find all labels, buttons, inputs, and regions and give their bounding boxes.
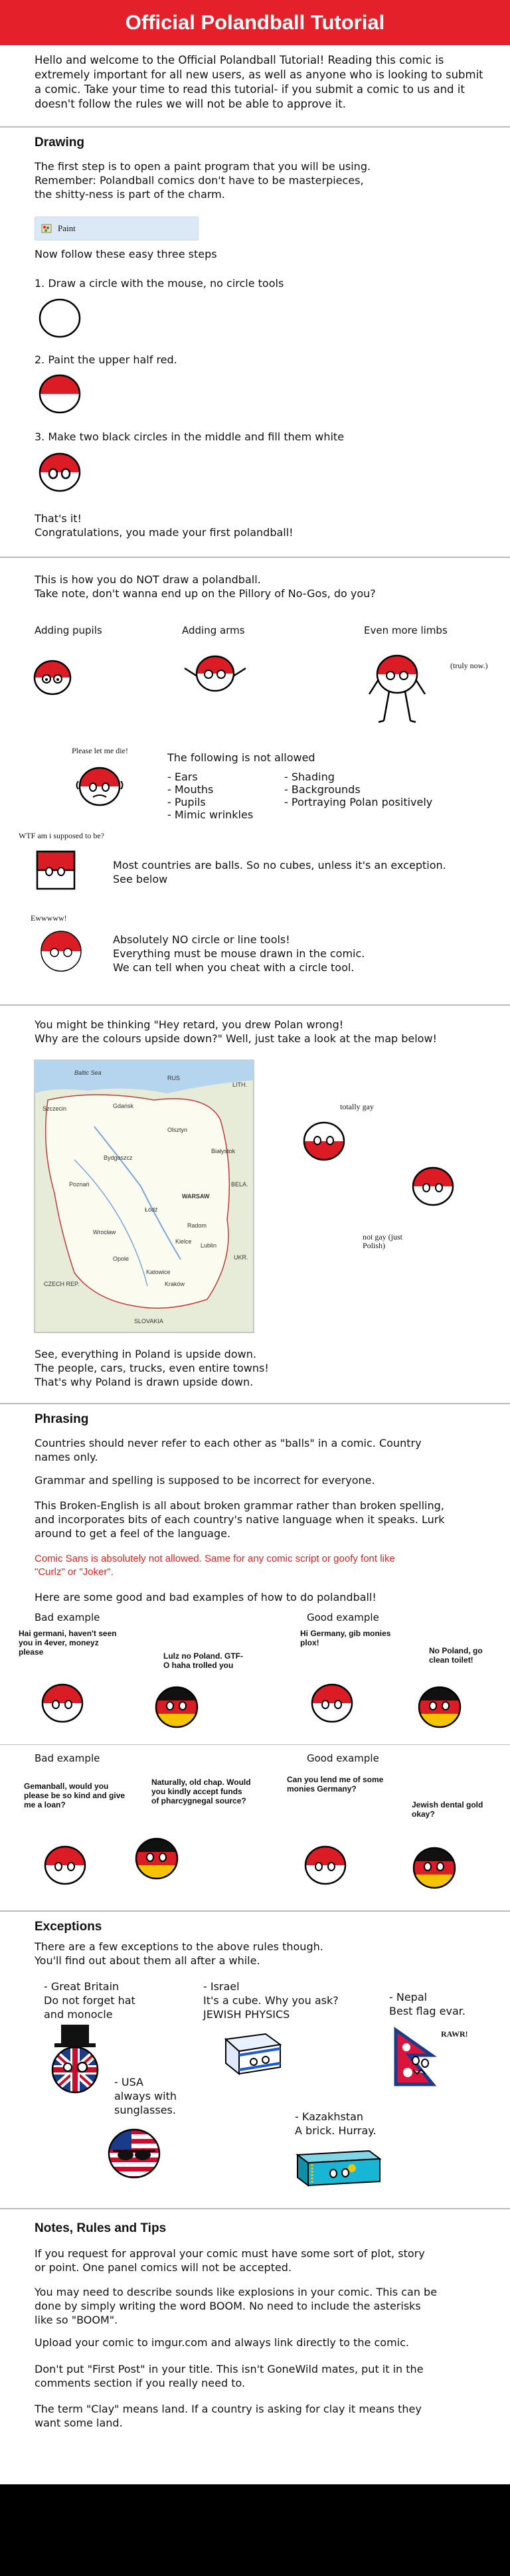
bubble-let-me-die: Please let me die!: [72, 746, 128, 755]
label-limbs: Even more limbs: [364, 624, 448, 636]
page-title: Official Polandball Tutorial: [0, 0, 510, 45]
speech-bubble: Lulz no Poland. GTF-O haha trolled you: [163, 1651, 243, 1670]
usa-text: [114, 2075, 177, 2117]
circle-text: Everything must be mouse drawn in the comic.: [113, 947, 365, 960]
bubble-cube: WTF am i supposed to be?: [19, 831, 104, 840]
drawing-heading: Drawing: [35, 136, 84, 149]
label-arms: Adding arms: [182, 624, 245, 636]
gb-title: - Great Britain: [44, 1980, 120, 1993]
list-item: - Mimic wrinkles: [167, 808, 254, 821]
kaz-text: [295, 2110, 377, 2138]
drawing-text-line: The first step is to open a paint program that you will be using.: [35, 160, 371, 173]
map-label: BELA.: [231, 1181, 248, 1188]
kazakhbrick: [295, 2146, 388, 2192]
kaz-title: - Kazakhstan: [295, 2110, 364, 2123]
speech-bubble: Hai germani, haven't seen you in 4ever, moneyz please: [19, 1629, 117, 1657]
divider: [0, 2208, 510, 2209]
dont-line: This is how you do NOT draw a polandball.: [35, 573, 261, 586]
ball-with-arms: [179, 651, 252, 697]
map-label: Radom: [187, 1222, 207, 1229]
map-label: WARSAW: [182, 1193, 210, 1200]
note-text: Don't put "First Post" in your title. This isn't GoneWild mates, put it in the: [35, 2363, 424, 2375]
speech-bubble: Gemanball, would you please be so kind and give me a loan?: [24, 1782, 126, 1809]
label-pupils: Adding pupils: [35, 624, 102, 636]
bubble-totally-gay: totally gay: [340, 1102, 374, 1111]
map-label: Bydgoszcz: [104, 1154, 133, 1161]
exceptions-heading: Exceptions: [35, 1920, 102, 1934]
note-text: You may need to describe sounds like explosions in your comic. This can be: [35, 2286, 438, 2298]
speech-bubble: Hi Germany, gib monies plox!: [300, 1629, 391, 1647]
map-label: Białystok: [211, 1148, 236, 1154]
bubble-eww: Ewwwww!: [31, 913, 67, 923]
polandball: [299, 1843, 352, 1889]
paint-program-button[interactable]: [35, 217, 199, 240]
nepal-text: [389, 1990, 466, 2018]
map-outro: The people, cars, trucks, even entire towns!: [35, 1362, 269, 1374]
phrasing-text: Grammar and spelling is supposed to be incorrect for everyone.: [35, 1474, 375, 1487]
not-allowed-list-1: [167, 771, 253, 821]
circle-text: Absolutely NO circle or line tools!: [113, 933, 290, 946]
exceptions-text: You'll find out about them all after a while.: [35, 1954, 260, 1967]
polandball: [39, 1843, 92, 1889]
map-label: Łódź: [145, 1206, 158, 1213]
map-label: SLOVAKIA: [134, 1318, 163, 1325]
map-label: LITH.: [232, 1081, 248, 1088]
phrasing-text: around to get a feel of the language.: [35, 1527, 231, 1540]
paint-label: Paint: [58, 223, 76, 233]
step-2: 2. Paint the upper half red.: [35, 353, 177, 366]
not-allowed-list-2: [284, 771, 432, 808]
ball-with-pupils: [29, 659, 76, 699]
note-text: The term "Clay" means land. If a country is asking for clay it means they: [35, 2403, 422, 2415]
note-text: or point. One panel comics will not be accepted.: [35, 2261, 292, 2274]
israel-line: JEWISH PHYSICS: [203, 2008, 290, 2021]
paint-icon: [41, 222, 54, 235]
dont-line: Take note, don't wanna end up on the Pillory of No-Gos, do you?: [35, 587, 376, 600]
list-item: - Pupils: [167, 796, 206, 808]
bubble-not-gay: not gay (just Polish): [363, 1232, 402, 1250]
map-label: Poznań: [69, 1181, 90, 1188]
note-text: want some land.: [35, 2417, 123, 2429]
examples-intro: Here are some good and bad examples of how to do polandball!: [35, 1591, 377, 1604]
map-intro: You might be thinking "Hey retard, you drew Polan wrong!: [35, 1018, 344, 1031]
phrasing-text: Countries should never refer to each other as "balls" in a comic. Country: [35, 1437, 422, 1449]
notes-heading: Notes, Rules and Tips: [35, 2221, 167, 2235]
map-label: Lublin: [201, 1242, 217, 1249]
footer-bar: [0, 2484, 510, 2576]
bubble-truly-now: (truly now.): [450, 661, 488, 670]
divider: [0, 1403, 510, 1404]
divider: [0, 126, 510, 128]
list-item: - Mouths: [167, 783, 214, 796]
phrasing-heading: Phrasing: [35, 1412, 89, 1426]
germanyball: [413, 1683, 466, 1734]
drawing-text-line: Remember: Polandball comics don't have to be masterpieces,: [35, 174, 364, 187]
cube-text: See below: [113, 873, 168, 885]
ball-with-face: [73, 764, 126, 810]
polandcube: [32, 846, 85, 899]
phrasing-text: names only.: [35, 1451, 98, 1463]
cube-text: Most countries are balls. So no cubes, unless it's an exception.: [113, 859, 446, 872]
note-text: like so "BOOM".: [35, 2314, 118, 2326]
finished-polandball: [33, 450, 86, 497]
correct-ball: [406, 1164, 460, 1210]
red-half-circle: [33, 372, 86, 418]
comic-sans-warning: Comic Sans is absolutely not allowed. Same for any comic script or goofy font like: [35, 1553, 395, 1564]
gb-line: and monocle: [44, 2008, 113, 2021]
list-item: - Backgrounds: [284, 783, 361, 796]
done-line: That's it!: [35, 512, 82, 525]
speech-bubble: Can you lend me of some monies Germany?: [287, 1775, 384, 1794]
map-label: CZECH REP.: [44, 1281, 80, 1287]
map-intro: Why are the colours upside down?" Well, just take a look at the map below!: [35, 1032, 437, 1045]
note-text: done by simply writing the word BOOM. No need to include the asterisks: [35, 2300, 421, 2312]
germanyball: [150, 1683, 203, 1734]
list-item: - Ears: [167, 771, 198, 783]
not-allowed-title: The following is not allowed: [167, 751, 315, 764]
phrasing-text: This Broken-English is all about broken grammar rather than broken spelling,: [35, 1499, 444, 1512]
divider: [0, 557, 510, 558]
upside-down-ball: [298, 1119, 351, 1165]
circle-tool-ball: [35, 929, 88, 975]
usa-title: - USA: [114, 2076, 143, 2088]
done-line: Congratulations, you made your first polandball!: [35, 526, 294, 539]
good-example-label: Good example: [307, 1752, 379, 1764]
step-1: 1. Draw a circle with the mouse, no circle tools: [35, 277, 284, 290]
map-outro: See, everything in Poland is upside down.: [35, 1348, 256, 1360]
israel-text: [203, 1979, 339, 2021]
map-label: Wrocław: [93, 1229, 116, 1236]
comic-sans-warning: "Curlz" or "Joker".: [35, 1566, 114, 1578]
divider: [0, 1910, 510, 1912]
note-text: If you request for approval your comic must have some sort of plot, story: [35, 2247, 425, 2260]
divider: [0, 1004, 510, 1006]
bad-example-label: Bad example: [35, 1752, 100, 1764]
ukball-with-tophat: [39, 2025, 112, 2098]
map-label: Kraków: [165, 1281, 185, 1287]
good-example-label: Good example: [307, 1611, 379, 1623]
germanyball: [130, 1835, 183, 1885]
polandball: [305, 1681, 359, 1727]
list-item: - Portraying Polan positively: [284, 796, 433, 808]
nepal-flag-ball: [390, 2027, 444, 2100]
polandball: [36, 1681, 89, 1727]
gb-text: [44, 1979, 135, 2021]
steps-intro: Now follow these easy three steps: [35, 248, 217, 260]
phrasing-text: and incorporates bits of each country's native language when it speaks. Lurk: [35, 1513, 445, 1526]
israel-title: - Israel: [203, 1980, 240, 1993]
step-3: 3. Make two black circles in the middle and fill them white: [35, 430, 345, 443]
speech-bubble: Jewish dental gold okay?: [412, 1800, 483, 1819]
map-label: Katowice: [146, 1269, 171, 1275]
bubble-rawr: RAWR!: [441, 2029, 468, 2039]
map-label: Kielce: [175, 1238, 192, 1245]
nepal-line: Best flag evar.: [389, 2005, 466, 2017]
speech-bubble: No Poland, go clean toilet!: [429, 1646, 483, 1665]
ball-with-limbs: [364, 648, 444, 734]
note-text: comments section if you really need to.: [35, 2377, 246, 2389]
kaz-line: A brick. Hurray.: [295, 2124, 377, 2137]
israelcube: [219, 2026, 286, 2079]
speech-bubble: Naturally, old chap. Would you kindly accept funds of pharcygnegal source?: [151, 1778, 251, 1805]
poland-map: [35, 1060, 254, 1333]
blank-circle: [33, 296, 86, 343]
map-label: Gdańsk: [113, 1103, 134, 1109]
circle-text: We can tell when you cheat with a circle tool.: [113, 961, 355, 974]
map-label: Baltic Sea: [74, 1069, 102, 1076]
map-outro: That's why Poland is drawn upside down.: [35, 1376, 254, 1388]
germanyball: [408, 1844, 461, 1894]
map-label: Olsztyn: [167, 1127, 188, 1133]
usaball-with-sunglasses: [101, 2124, 167, 2184]
drawing-text-line: the shitty-ness is part of the charm.: [35, 188, 225, 201]
map-label: UKR.: [234, 1254, 248, 1261]
bad-example-label: Bad example: [35, 1611, 100, 1623]
exceptions-text: There are a few exceptions to the above rules though.: [35, 1940, 323, 1953]
map-label: Opole: [113, 1255, 129, 1262]
map-label: Szczecin: [42, 1105, 67, 1112]
note-text: Upload your comic to imgur.com and always link directly to the comic.: [35, 2336, 409, 2349]
map-label: RUS: [167, 1075, 181, 1081]
intro-text: Hello and welcome to the Official Polandball Tutorial! Reading this comic is extremely important for all new users, as well as anyone who is looking to submit a comic. Take your time to read this tutorial- if you submit a comic to us and it doesn't follow the rules we will not be able to approve it.: [35, 54, 483, 110]
usa-line: always with: [114, 2090, 177, 2102]
israel-line: It's a cube. Why you ask?: [203, 1994, 339, 2007]
gb-line: Do not forget hat: [44, 1994, 135, 2007]
usa-line: sunglasses.: [114, 2104, 176, 2116]
nepal-title: - Nepal: [389, 1991, 428, 2003]
divider: [0, 1744, 510, 1745]
list-item: - Shading: [284, 771, 335, 783]
